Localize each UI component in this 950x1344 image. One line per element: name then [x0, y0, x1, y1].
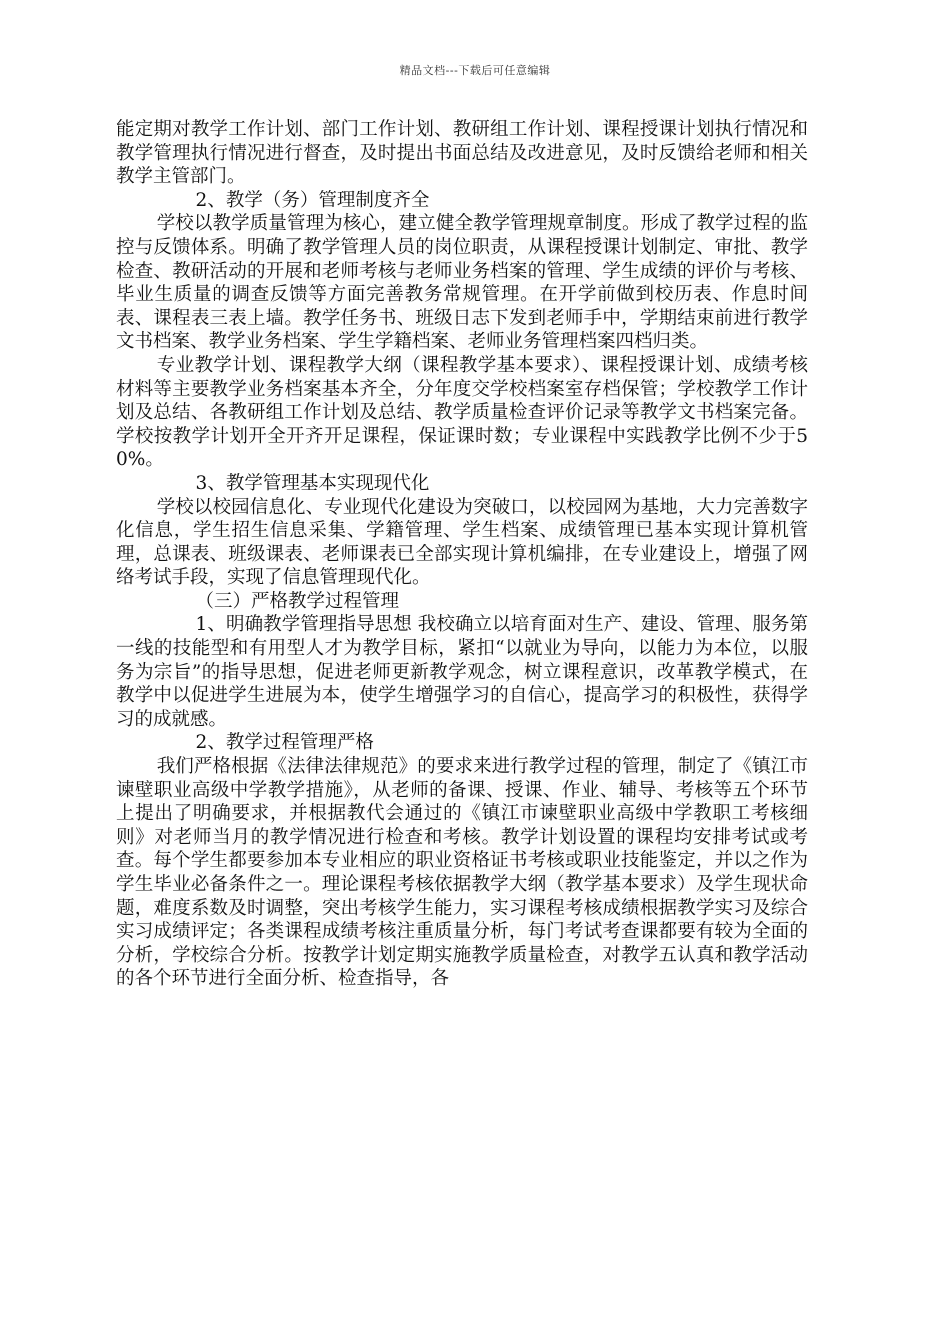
paragraph-strict-process: 我们严格根据《法律法律规范》的要求来进行教学过程的管理，制定了《镇江市谏壁职业高级中学教学措施》，从老师的备课、授课、作业、辅导、考核等五个环节上提出了明确要求，并根据教代会通过的《镇江市谏壁职业高级中学教职工考核细则》对老师当月的教学情况进行检查和考核。教学计划设置的课程均安排考试或考查。每个学生都要参加本专业相应的职业资格证书考核或职业技能鉴定，并以之作为学生毕业必备条件之一。理论课程考核依据教学大纲（教学基本要求）及学生现状命题，难度系数及时调整，突出考核学生能力，实习课程考核成绩根据教学实习及综合实习成绩评定；各类课程成绩考核注重质量分析，每门考试考查课都要有较为全面的分析，学校综合分析。按教学计划定期实施教学质量检查，对教学五认真和教学活动的各个环节进行全面分析、检查指导，各 [116, 756, 808, 990]
page-header: 精品文档---下载后可任意编辑 [399, 64, 551, 77]
paragraph-informatization: 学校以校园信息化、专业现代化建设为突破口，以校园网为基地，大力完善数字化信息，学生招生信息采集、学籍管理、学生档案、成绩管理已基本实现计算机管理，总课表、班级课表、老师课表已全部实现计算机编排，在专业建设上，增强了网络考试手段，实现了信息管理现代化。 [116, 496, 808, 589]
paragraph-supervision: 能定期对教学工作计划、部门工作计划、教研组工作计划、课程授课计划执行情况和教学管理执行情况进行督查，及时提出书面总结及改进意见，及时反馈给老师和相关教学主管部门。 [116, 119, 808, 188]
section-heading-management-system: 2、教学（务）管理制度齐全 [195, 189, 430, 211]
section-heading-process-management: （三）严格教学过程管理 [195, 590, 400, 612]
section-heading-strict-process: 2、教学过程管理严格 [195, 732, 374, 754]
paragraph-archives: 专业教学计划、课程教学大纲（课程教学基本要求）、课程授课计划、成绩考核材料等主要教学业务档案基本齐全，分年度交学校档案室存档保管；学校教学工作计划及总结、各教研组工作计划及总结、教学质量检查评价记录等教学文书档案完备。学校按教学计划开全开齐开足课程，保证课时数；专业课程中实践教学比例不少于50%。 [116, 354, 808, 471]
paragraph-management-rules: 学校以教学质量管理为核心，建立健全教学管理规章制度。形成了教学过程的监控与反馈体系。明确了教学管理人员的岗位职责，从课程授课计划制定、审批、教学检查、教研活动的开展和老师考核与老师业务档案的管理、学生成绩的评价与考核、毕业生质量的调查反馈等方面完善教务常规管理。在开学前做到校历表、作息时间表、课程表三表上墙。教学任务书、班级日志下发到老师手中，学期结束前进行教学文书档案、教学业务档案、学生学籍档案、老师业务管理档案四档归类。 [116, 213, 808, 353]
document-body [116, 118, 808, 991]
paragraph-guiding-ideology: 1、明确教学管理指导思想 我校确立以培育面对生产、建设、管理、服务第一线的技能型和有用型人才为教学目标，紧扣“以就业为导向，以能力为本位，以服务为宗旨”的指导思想，促进老师更新教学观念，树立课程意识，改革教学模式，在教学中以促进学生进展为本，使学生增强学习的自信心，提高学习的积极性，获得学习的成就感。 [116, 614, 808, 730]
section-heading-modernization: 3、教学管理基本实现现代化 [195, 472, 430, 494]
